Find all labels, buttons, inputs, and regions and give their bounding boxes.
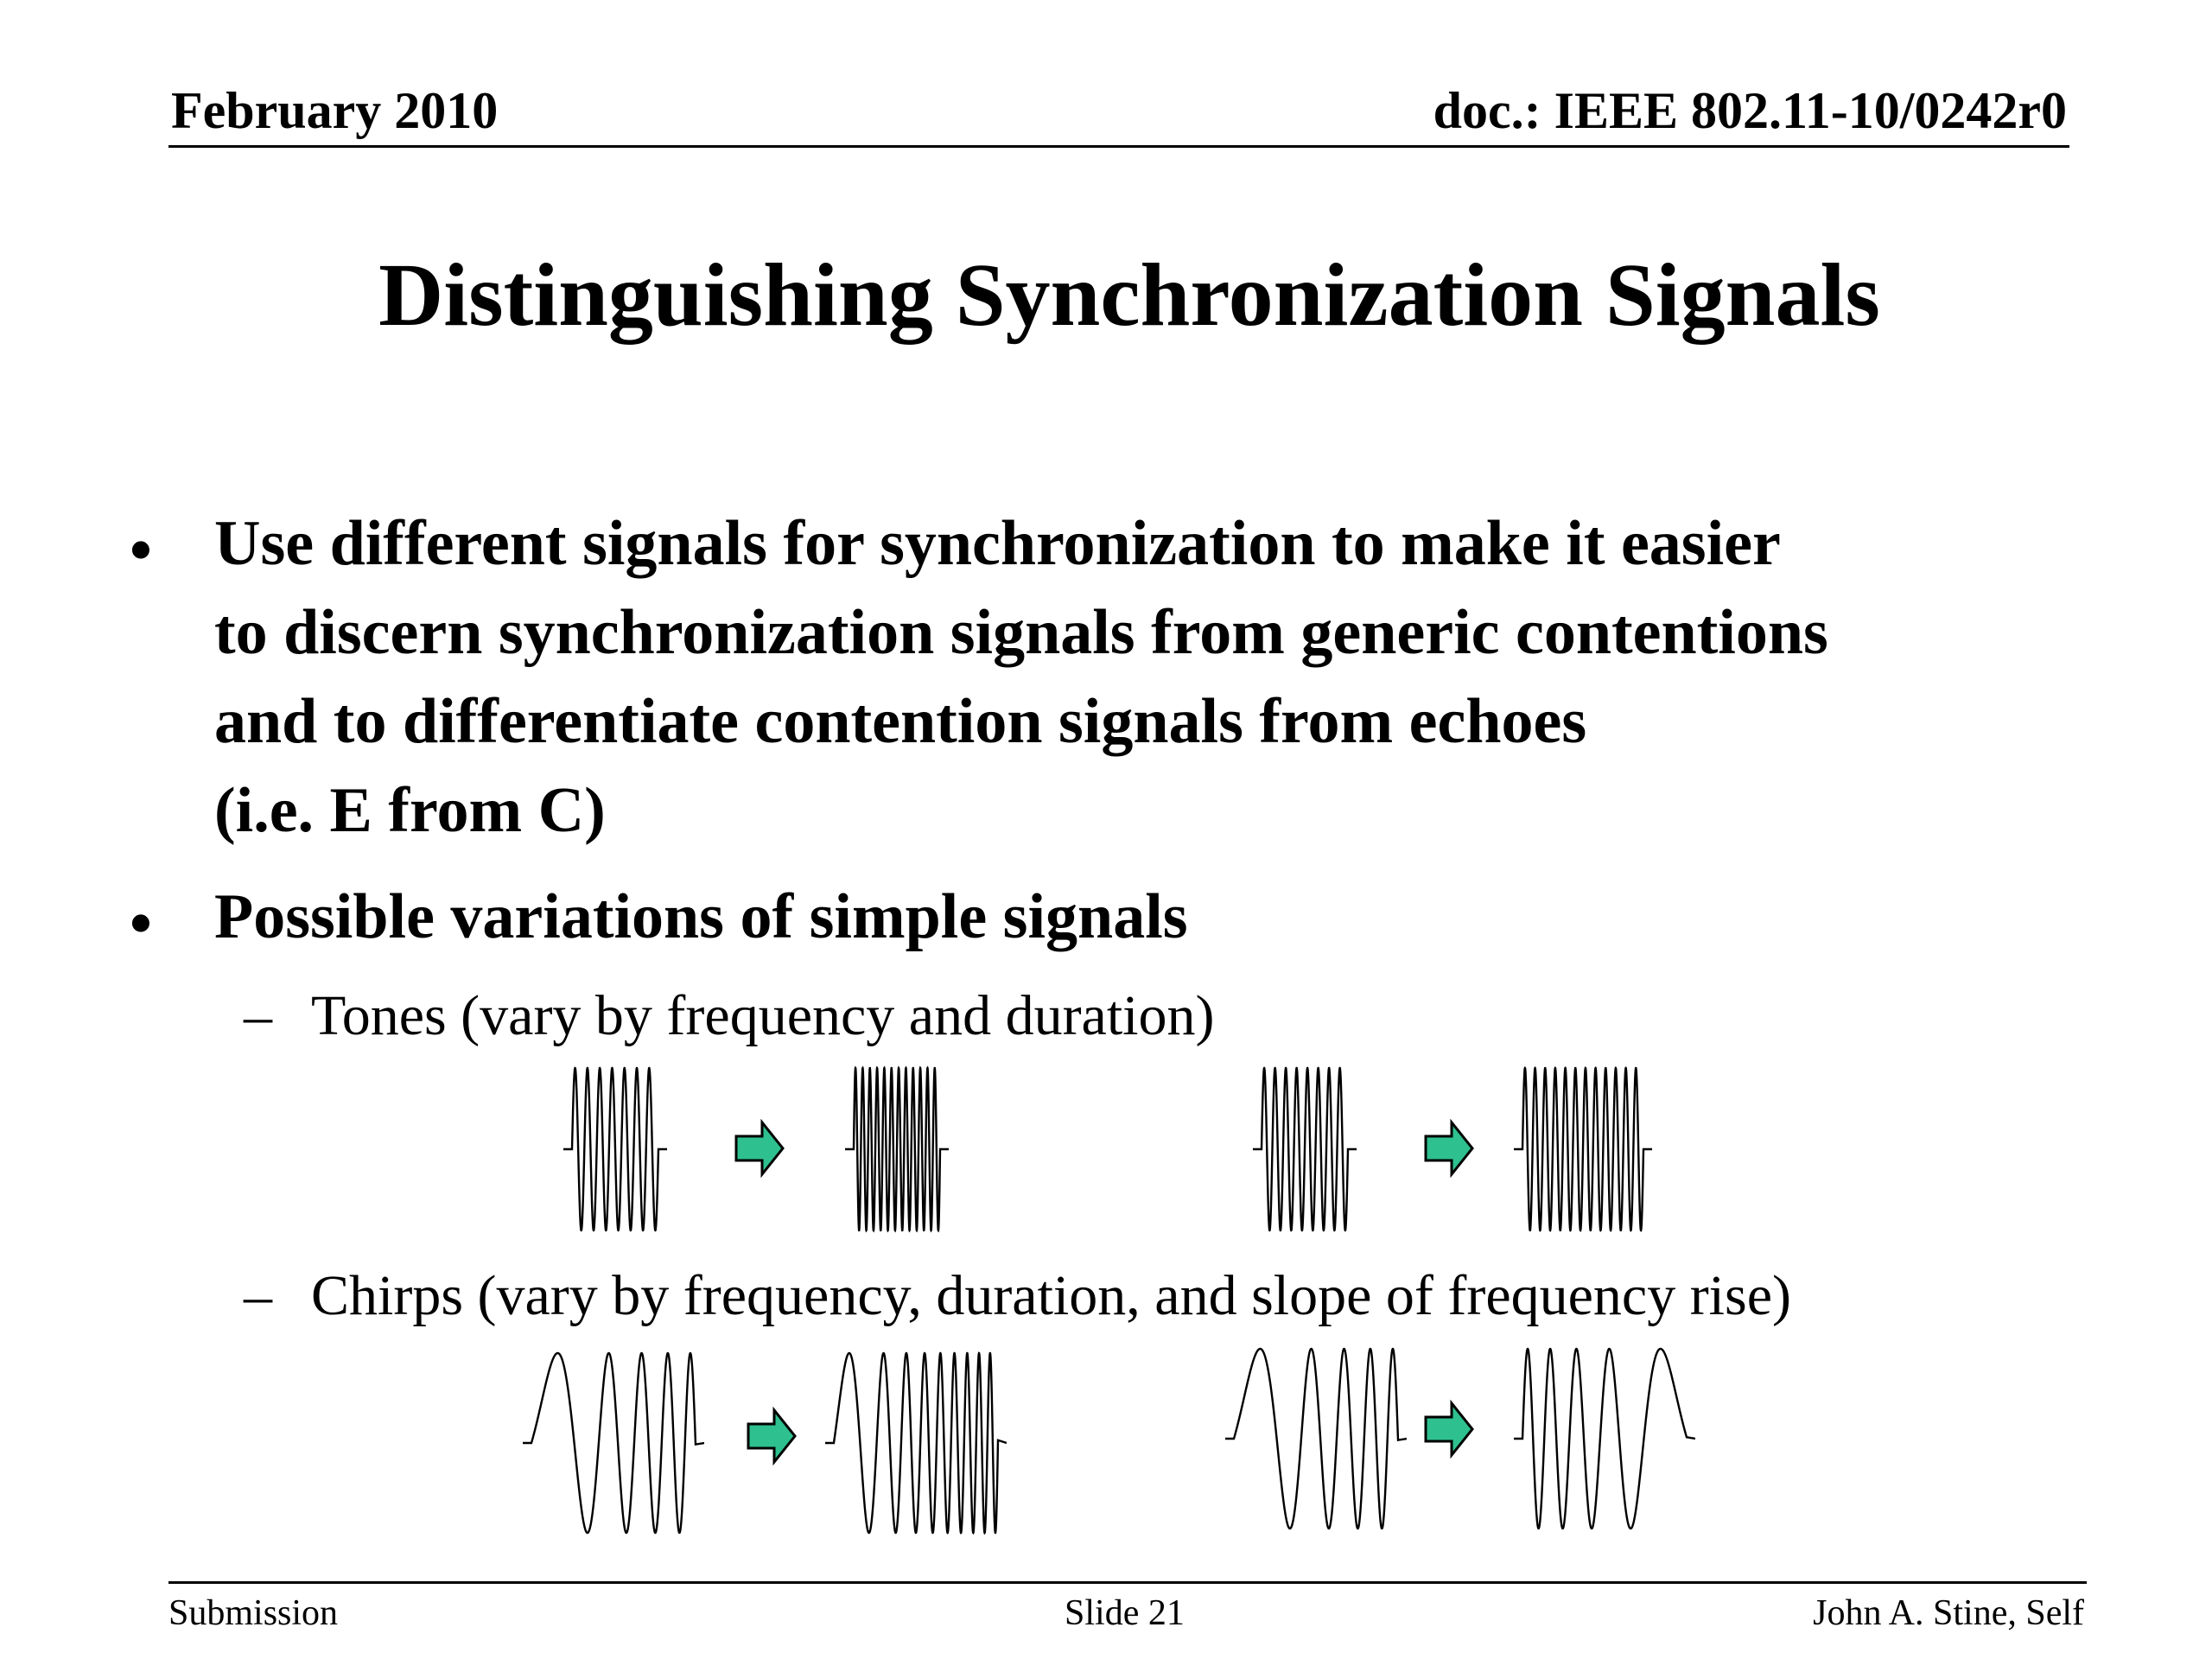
- tone-waveform: [1514, 1063, 1652, 1236]
- chirp-waveform: [825, 1348, 1007, 1538]
- sub-bullet-marker: –: [244, 1264, 272, 1327]
- arrow-icon: [733, 1119, 786, 1178]
- footer-slide-number: Slide 21: [1065, 1593, 1185, 1633]
- bullet-line: Use different signals for synchronization to make it easier: [214, 508, 1781, 579]
- sub-bullet-chirps: Chirps (vary by frequency, duration, and slope of frequency rise): [311, 1264, 1791, 1327]
- waveform-trace: [1514, 1349, 1695, 1529]
- bullet-marker: •: [130, 515, 152, 586]
- waveform-trace: [563, 1068, 667, 1230]
- chirp-waveform: [1225, 1344, 1407, 1534]
- waveform-trace: [523, 1353, 704, 1533]
- header-rule: [168, 145, 2069, 148]
- slide-title: Distinguishing Synchronization Signals: [378, 245, 1880, 345]
- chirp-waveform: [523, 1348, 704, 1538]
- chirp-waveform: [1514, 1344, 1695, 1534]
- header-date: February 2010: [171, 82, 499, 139]
- bullet-line: and to differentiate contention signals from echoes: [214, 686, 1587, 757]
- footer-submission: Submission: [168, 1593, 339, 1633]
- sub-bullet-tones: Tones (vary by frequency and duration): [311, 984, 1215, 1047]
- waveform-trace: [825, 1353, 1007, 1533]
- waveform-trace: [845, 1068, 949, 1230]
- header-doc-id: doc.: IEEE 802.11-10/0242r0: [1433, 82, 2067, 139]
- bullet-line: to discern synchronization signals from generic contentions: [214, 597, 1828, 668]
- footer-rule: [168, 1581, 2087, 1584]
- tone-waveform: [845, 1063, 949, 1236]
- bullet-2: [214, 873, 2202, 962]
- bullet-marker: •: [130, 888, 152, 959]
- waveform-trace: [1253, 1068, 1357, 1230]
- bullet-line: (i.e. E from C): [214, 775, 606, 846]
- arrow-icon: [1422, 1119, 1476, 1178]
- arrow-icon: [745, 1407, 798, 1465]
- tone-waveform: [1253, 1063, 1357, 1236]
- bullet-1: [214, 499, 2202, 855]
- arrow-icon: [1422, 1400, 1476, 1459]
- footer-author: John A. Stine, Self: [1813, 1593, 2084, 1633]
- bullet-line: Possible variations of simple signals: [214, 881, 1188, 952]
- waveform-trace: [1225, 1349, 1407, 1529]
- waveform-trace: [1514, 1068, 1652, 1230]
- tone-waveform: [563, 1063, 667, 1236]
- sub-bullet-marker: –: [244, 984, 272, 1047]
